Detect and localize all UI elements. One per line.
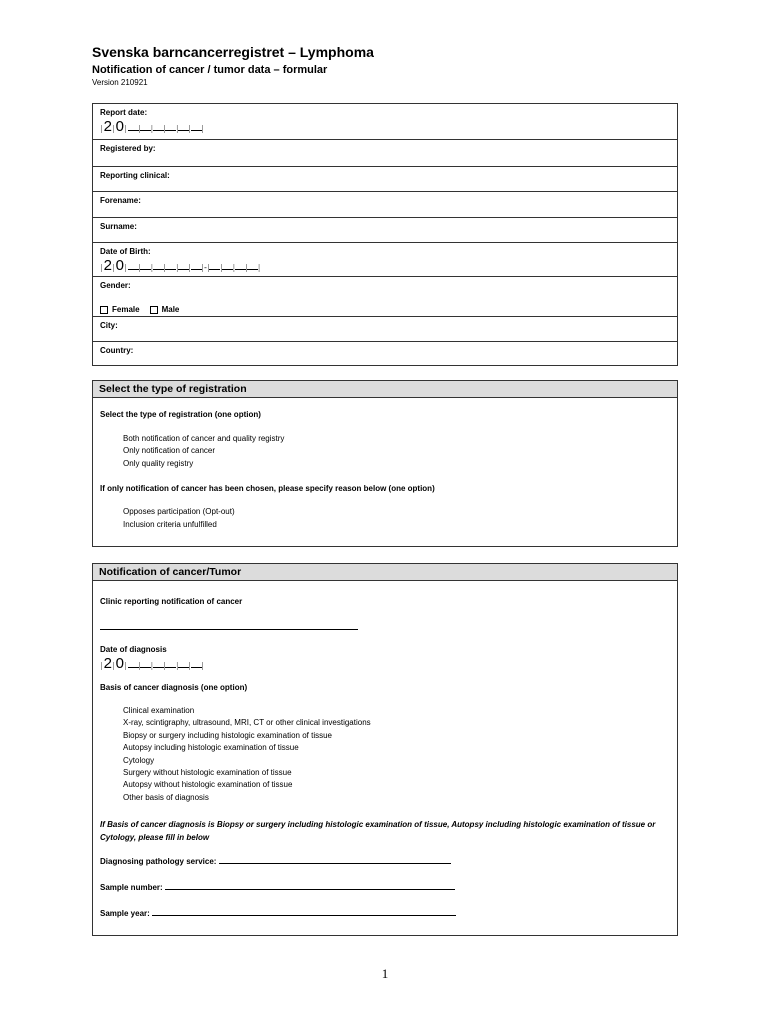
surname-label: Surname: (100, 222, 137, 231)
notification-heading: Notification of cancer/Tumor (93, 564, 677, 581)
opt-out-question: If only notification of cancer has been chosen, please specify reason below (one option) (100, 484, 435, 494)
pathology-row (100, 855, 670, 867)
document-header (92, 44, 374, 88)
female-label: Female (112, 305, 140, 314)
basis-option[interactable]: Surgery without histologic examination of tissue (123, 768, 292, 778)
male-checkbox[interactable] (150, 306, 158, 314)
gender-label: Gender: (100, 281, 131, 290)
date-of-diagnosis-label: Date of diagnosis (100, 645, 167, 654)
city-row[interactable] (93, 317, 677, 342)
basis-label: Basis of cancer diagnosis (one option) (100, 683, 248, 692)
registration-body (93, 410, 677, 531)
birth-date-dash: - (204, 263, 207, 272)
year-digit-0: 0 (115, 257, 124, 274)
basis-option[interactable]: Autopsy without histologic examination of tissue (123, 780, 293, 790)
sample-number-field[interactable] (165, 881, 455, 890)
female-checkbox[interactable] (100, 306, 108, 314)
male-label: Male (161, 305, 180, 314)
notification-section (92, 563, 678, 936)
sample-year-field[interactable] (152, 907, 456, 916)
document-version: Version 210921 (92, 78, 148, 87)
registered-by-row[interactable] (93, 140, 677, 167)
registration-options (123, 433, 670, 470)
clinic-field[interactable] (100, 617, 670, 635)
opt-out-option[interactable]: Opposes participation (Opt-out) (123, 507, 235, 517)
basis-option[interactable]: Autopsy including histologic examination of tissue (123, 743, 299, 753)
sample-year-label: Sample year: (100, 909, 150, 919)
date-of-diagnosis-field[interactable]: |2|0| | | | | | | (101, 655, 204, 672)
basis-option[interactable]: Cytology (123, 755, 155, 765)
document-subtitle: Notification of cancer / tumor data – formular (92, 64, 328, 76)
basis-option[interactable]: Clinical examination (123, 706, 195, 715)
report-date-row (93, 104, 677, 140)
page-number: 1 (381, 966, 389, 981)
year-digit-2: 2 (103, 655, 112, 672)
reporting-clinical-row[interactable] (93, 167, 677, 192)
sample-number-label: Sample number: (100, 883, 163, 893)
clinic-label: Clinic reporting notification of cancer (100, 597, 243, 606)
forename-label: Forename: (100, 196, 141, 205)
notification-body (93, 597, 677, 919)
registration-section (92, 380, 678, 547)
patient-info-box (92, 103, 678, 366)
report-date-label: Report date: (100, 108, 148, 117)
country-label: Country: (100, 346, 134, 355)
reporting-clinical-label: Reporting clinical: (100, 171, 170, 180)
sample-number-row (100, 881, 670, 893)
registration-question: Select the type of registration (one option) (100, 410, 261, 419)
document-title: Svenska barncancerregistret – Lymphoma (92, 44, 374, 60)
gender-options (100, 305, 670, 314)
opt-out-options (123, 506, 670, 531)
registration-heading: Select the type of registration (93, 381, 677, 398)
country-row[interactable] (93, 342, 677, 365)
gender-row (93, 277, 677, 317)
basis-option[interactable]: Biopsy or surgery including histologic examination of tissue (123, 730, 332, 740)
date-of-birth-label: Date of Birth: (100, 247, 151, 256)
registration-option[interactable]: Only notification of cancer (123, 446, 216, 456)
basis-option[interactable]: X-ray, scintigraphy, ultrasound, MRI, CT or other clinical investigations (123, 718, 371, 728)
pathology-field[interactable] (219, 855, 451, 864)
city-label: City: (100, 321, 118, 330)
histology-instruction: If Basis of cancer diagnosis is Biopsy or surgery including histologic examination of tissue, Autopsy including histologic examination of tissue or Cytology, please fill in below (100, 820, 656, 842)
year-digit-0: 0 (115, 655, 124, 672)
date-of-birth-row (93, 243, 677, 277)
registration-option[interactable]: Both notification of cancer and quality registry (123, 434, 285, 443)
basis-options (123, 705, 670, 804)
surname-row[interactable] (93, 218, 677, 243)
opt-out-option[interactable]: Inclusion criteria unfulfilled (123, 519, 217, 529)
forename-row[interactable] (93, 192, 677, 218)
date-of-birth-field[interactable]: |2|0| | | | | | |-| | | | | (101, 257, 260, 274)
registered-by-label: Registered by: (100, 144, 156, 153)
registration-option[interactable]: Only quality registry (123, 458, 194, 468)
pathology-label: Diagnosing pathology service: (100, 857, 217, 867)
sample-year-row (100, 907, 670, 919)
year-digit-2: 2 (103, 257, 112, 274)
report-date-field[interactable]: |2|0| | | | | | | (101, 118, 204, 135)
basis-option[interactable]: Other basis of diagnosis (123, 792, 209, 802)
year-digit-2: 2 (103, 118, 112, 135)
year-digit-0: 0 (115, 118, 124, 135)
